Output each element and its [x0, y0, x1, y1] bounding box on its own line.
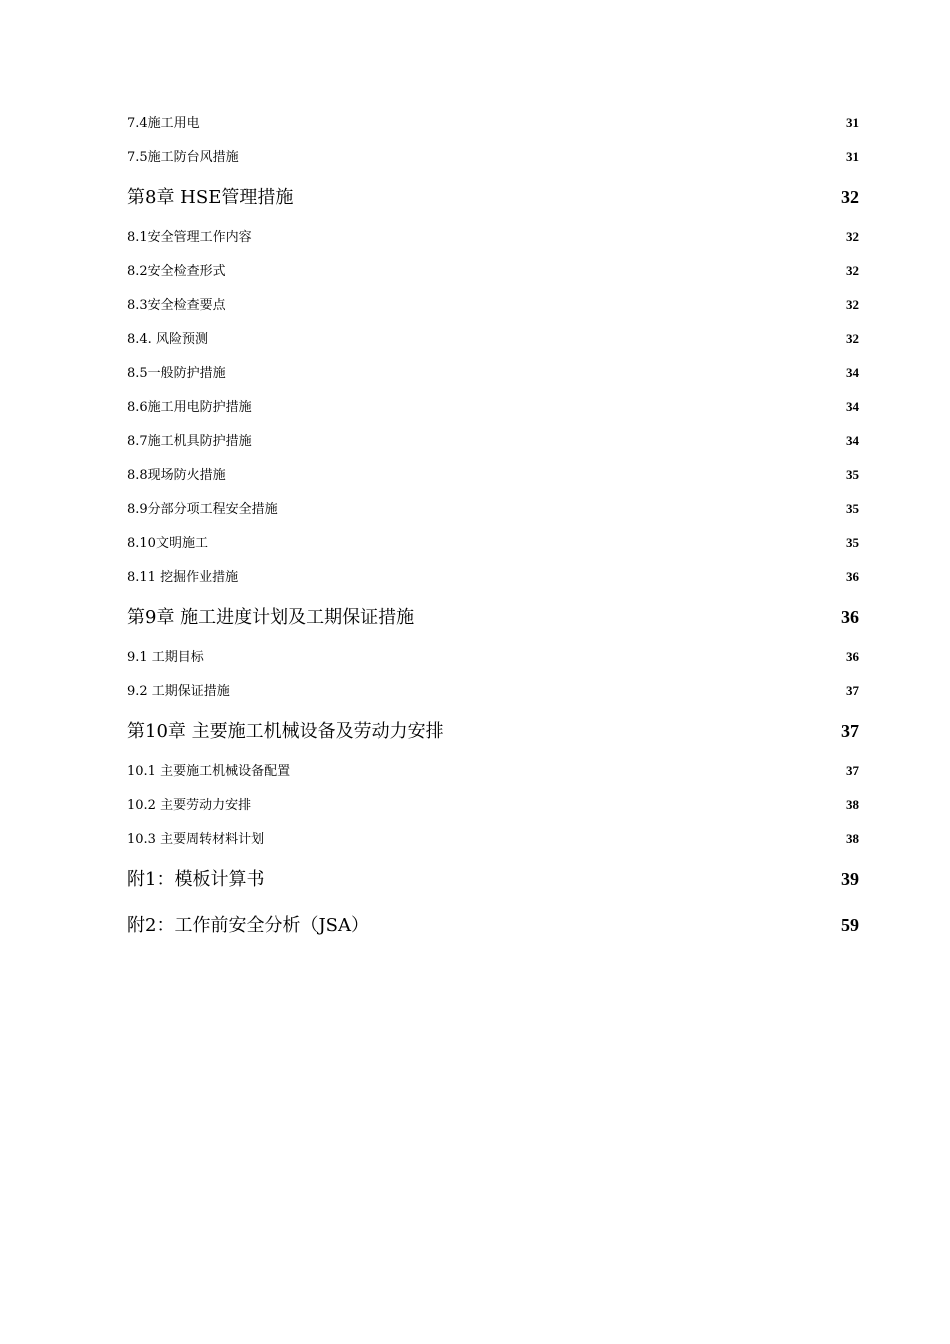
- toc-entry-label: 8.10文明施工: [127, 536, 208, 551]
- toc-section-entry[interactable]: [127, 674, 859, 708]
- toc-page-number: 32: [846, 331, 859, 346]
- toc-leader-dots: [253, 432, 845, 445]
- toc-leader-dots: [239, 568, 845, 581]
- toc-entry-label: 8.9分部分项工程安全措施: [127, 502, 278, 517]
- toc-leader-dots: [227, 296, 845, 309]
- toc-page-number: 59: [841, 915, 859, 935]
- toc-page-number: 36: [846, 649, 859, 664]
- toc-chapter-entry[interactable]: [127, 856, 859, 902]
- toc-leader-dots: [227, 364, 845, 377]
- toc-page-number: 37: [846, 763, 859, 778]
- toc-chapter-entry[interactable]: [127, 594, 859, 640]
- toc-page-number: 31: [846, 149, 859, 164]
- toc-leader-dots: [240, 148, 845, 161]
- toc-entry-label: 第10章 主要施工机械设备及劳动力安排: [127, 721, 444, 742]
- toc-entry-label: 8.11 挖掘作业措施: [127, 570, 239, 585]
- toc-leader-dots: [205, 648, 845, 661]
- toc-section-entry[interactable]: [127, 458, 859, 492]
- toc-page-number: 34: [846, 365, 859, 380]
- toc-entry-label: 附1：模板计算书: [127, 869, 265, 890]
- toc-section-entry[interactable]: [127, 356, 859, 390]
- toc-entry-label: 7.4施工用电: [127, 116, 200, 131]
- toc-section-entry[interactable]: [127, 526, 859, 560]
- toc-page-number: 38: [846, 797, 859, 812]
- toc-entry-label: 8.4. 风险预测: [127, 332, 208, 347]
- toc-section-entry[interactable]: [127, 754, 859, 788]
- toc-section-entry[interactable]: [127, 220, 859, 254]
- toc-section-entry[interactable]: [127, 106, 859, 140]
- toc-entry-label: 8.1安全管理工作内容: [127, 230, 252, 245]
- toc-section-entry[interactable]: [127, 254, 859, 288]
- toc-page-number: 32: [846, 229, 859, 244]
- toc-leader-dots: [252, 796, 845, 809]
- toc-leader-dots: [227, 262, 845, 275]
- toc-chapter-entry[interactable]: [127, 902, 859, 948]
- toc-page-number: 32: [846, 297, 859, 312]
- toc-entry-label: 8.3安全检查要点: [127, 298, 226, 313]
- toc-chapter-entry[interactable]: [127, 174, 859, 220]
- toc-page-number: 35: [846, 501, 859, 516]
- toc-leader-dots: [253, 398, 845, 411]
- toc-entry-label: 8.5一般防护措施: [127, 366, 226, 381]
- toc-page-number: 37: [846, 683, 859, 698]
- toc-entry-label: 9.2 工期保证措施: [127, 684, 230, 699]
- toc-leader-dots: [279, 500, 845, 513]
- toc-entry-label: 8.8现场防火措施: [127, 468, 226, 483]
- toc-leader-dots: [291, 762, 845, 775]
- toc-leader-dots: [265, 830, 845, 843]
- toc-page-number: 39: [841, 869, 859, 889]
- toc-entry-label: 7.5施工防台风措施: [127, 150, 239, 165]
- toc-leader-dots: [209, 534, 845, 547]
- toc-leader-dots: [209, 330, 845, 343]
- toc-leader-dots: [201, 114, 845, 127]
- toc-entry-label: 附2：工作前安全分析（JSA）: [127, 915, 369, 936]
- toc-leader-dots: [294, 185, 840, 203]
- toc-chapter-entry[interactable]: [127, 708, 859, 754]
- toc-section-entry[interactable]: [127, 560, 859, 594]
- toc-section-entry[interactable]: [127, 788, 859, 822]
- toc-page-number: 35: [846, 535, 859, 550]
- toc-leader-dots: [253, 228, 845, 241]
- toc-section-entry[interactable]: [127, 492, 859, 526]
- toc-entry-label: 第9章 施工进度计划及工期保证措施: [127, 607, 415, 628]
- toc-leader-dots: [370, 913, 840, 931]
- toc-entry-label: 8.7施工机具防护措施: [127, 434, 252, 449]
- toc-entry-label: 10.1 主要施工机械设备配置: [127, 764, 291, 779]
- toc-page-number: 32: [846, 263, 859, 278]
- toc-page-number: 32: [841, 187, 859, 207]
- toc-leader-dots: [265, 867, 840, 885]
- toc-section-entry[interactable]: [127, 424, 859, 458]
- toc-page-number: 35: [846, 467, 859, 482]
- toc-leader-dots: [231, 682, 845, 695]
- toc-page-number: 38: [846, 831, 859, 846]
- toc-section-entry[interactable]: [127, 288, 859, 322]
- toc-page-number: 34: [846, 399, 859, 414]
- toc-page-number: 37: [841, 721, 859, 741]
- toc-entry-label: 8.2安全检查形式: [127, 264, 226, 279]
- toc-section-entry[interactable]: [127, 390, 859, 424]
- toc-leader-dots: [227, 466, 845, 479]
- toc-section-entry[interactable]: [127, 140, 859, 174]
- toc-section-entry[interactable]: [127, 322, 859, 356]
- toc-entry-label: 10.3 主要周转材料计划: [127, 832, 265, 847]
- table-of-contents: [127, 106, 859, 948]
- toc-leader-dots: [445, 719, 840, 737]
- toc-entry-label: 9.1 工期目标: [127, 650, 204, 665]
- toc-entry-label: 第8章 HSE管理措施: [127, 187, 294, 208]
- toc-section-entry[interactable]: [127, 640, 859, 674]
- toc-entry-label: 8.6施工用电防护措施: [127, 400, 252, 415]
- toc-page-number: 36: [846, 569, 859, 584]
- toc-entry-label: 10.2 主要劳动力安排: [127, 798, 252, 813]
- toc-page-number: 36: [841, 607, 859, 627]
- toc-leader-dots: [415, 605, 840, 623]
- toc-page-number: 34: [846, 433, 859, 448]
- toc-section-entry[interactable]: [127, 822, 859, 856]
- toc-page-number: 31: [846, 115, 859, 130]
